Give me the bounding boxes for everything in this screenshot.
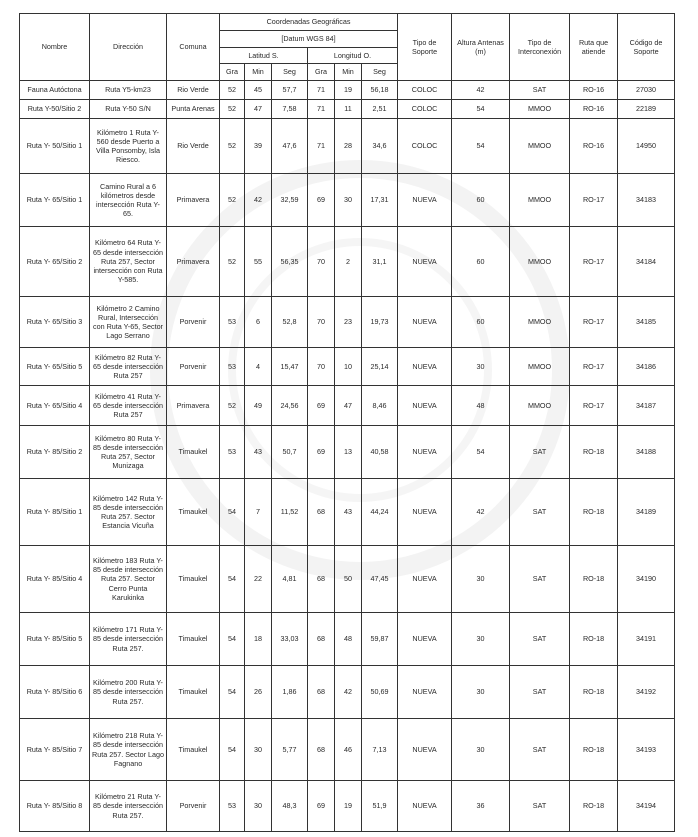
header-comuna: Comuna — [167, 14, 220, 81]
cell-nombre: Ruta Y- 50/Sitio 1 — [20, 119, 90, 174]
cell-lon-seg: 17,31 — [362, 174, 398, 227]
cell-lon-gra: 69 — [308, 781, 335, 832]
cell-lat-min: 55 — [245, 227, 272, 297]
cell-lon-gra: 71 — [308, 119, 335, 174]
cell-ruta: RO-17 — [570, 297, 618, 348]
cell-tipo-interconexion: MMOO — [510, 386, 570, 426]
cell-comuna: Primavera — [167, 227, 220, 297]
cell-direccion: Ruta Y-50 S/N — [90, 100, 167, 119]
cell-comuna: Rio Verde — [167, 81, 220, 100]
header-lon-seg: Seg — [362, 64, 398, 81]
cell-lat-seg: 32,59 — [272, 174, 308, 227]
cell-altura: 54 — [452, 100, 510, 119]
cell-comuna: Timaukel — [167, 546, 220, 613]
cell-lon-min: 47 — [335, 386, 362, 426]
cell-direccion: Kilómetro 21 Ruta Y-85 desde intersección Ruta 257. — [90, 781, 167, 832]
cell-lat-gra: 52 — [220, 100, 245, 119]
cell-lon-seg: 8,46 — [362, 386, 398, 426]
cell-codigo: 22189 — [618, 100, 675, 119]
cell-tipo-soporte: NUEVA — [398, 479, 452, 546]
cell-direccion: Kilómetro 2 Camino Rural, Intersección con Ruta Y-65, Sector Lago Serrano — [90, 297, 167, 348]
cell-lon-min: 42 — [335, 666, 362, 719]
cell-lat-gra: 53 — [220, 781, 245, 832]
cell-tipo-interconexion: MMOO — [510, 119, 570, 174]
cell-altura: 54 — [452, 119, 510, 174]
table-row — [20, 666, 675, 719]
cell-nombre: Ruta Y- 85/Sitio 7 — [20, 719, 90, 781]
cell-ruta: RO-17 — [570, 174, 618, 227]
cell-comuna: Primavera — [167, 386, 220, 426]
cell-lat-gra: 52 — [220, 119, 245, 174]
cell-lon-min: 23 — [335, 297, 362, 348]
cell-lat-min: 26 — [245, 666, 272, 719]
cell-lat-min: 42 — [245, 174, 272, 227]
cell-lon-seg: 51,9 — [362, 781, 398, 832]
cell-lon-gra: 70 — [308, 348, 335, 386]
cell-lon-min: 10 — [335, 348, 362, 386]
cell-lat-gra: 54 — [220, 666, 245, 719]
cell-ruta: RO-18 — [570, 781, 618, 832]
header-datum: [Datum WGS 84] — [220, 31, 398, 48]
cell-lon-min: 43 — [335, 479, 362, 546]
cell-codigo: 34184 — [618, 227, 675, 297]
cell-nombre: Ruta Y- 65/Sitio 2 — [20, 227, 90, 297]
cell-lon-min: 11 — [335, 100, 362, 119]
cell-lat-gra: 52 — [220, 81, 245, 100]
cell-lat-gra: 52 — [220, 386, 245, 426]
cell-tipo-soporte: NUEVA — [398, 297, 452, 348]
cell-tipo-soporte: NUEVA — [398, 666, 452, 719]
header-lon-min: Min — [335, 64, 362, 81]
cell-lon-gra: 71 — [308, 100, 335, 119]
cell-tipo-soporte: COLOC — [398, 81, 452, 100]
header-codigo: Código de Soporte — [618, 14, 675, 81]
cell-ruta: RO-18 — [570, 426, 618, 479]
cell-direccion: Kilómetro 142 Ruta Y-85 desde intersección Ruta 257. Sector Estancia Vicuña — [90, 479, 167, 546]
cell-ruta: RO-16 — [570, 100, 618, 119]
cell-lon-min: 46 — [335, 719, 362, 781]
cell-tipo-interconexion: SAT — [510, 781, 570, 832]
cell-ruta: RO-18 — [570, 719, 618, 781]
cell-tipo-soporte: COLOC — [398, 100, 452, 119]
cell-lon-gra: 69 — [308, 174, 335, 227]
sites-table — [19, 13, 675, 832]
cell-lat-seg: 11,52 — [272, 479, 308, 546]
cell-lon-min: 19 — [335, 81, 362, 100]
cell-tipo-interconexion: MMOO — [510, 100, 570, 119]
cell-comuna: Porvenir — [167, 348, 220, 386]
table-row — [20, 719, 675, 781]
table-row — [20, 781, 675, 832]
cell-tipo-soporte: NUEVA — [398, 719, 452, 781]
cell-tipo-interconexion: SAT — [510, 613, 570, 666]
cell-lat-seg: 15,47 — [272, 348, 308, 386]
cell-lon-seg: 47,45 — [362, 546, 398, 613]
header-nombre: Nombre — [20, 14, 90, 81]
cell-direccion: Kilómetro 1 Ruta Y-560 desde Puerto a Villa Ponsomby, Isla Riesco. — [90, 119, 167, 174]
cell-lat-seg: 7,58 — [272, 100, 308, 119]
cell-lon-seg: 31,1 — [362, 227, 398, 297]
cell-codigo: 34192 — [618, 666, 675, 719]
cell-comuna: Porvenir — [167, 781, 220, 832]
cell-lat-seg: 50,7 — [272, 426, 308, 479]
cell-lat-min: 49 — [245, 386, 272, 426]
cell-tipo-interconexion: SAT — [510, 426, 570, 479]
cell-lon-seg: 19,73 — [362, 297, 398, 348]
cell-lat-seg: 33,03 — [272, 613, 308, 666]
cell-lon-seg: 2,51 — [362, 100, 398, 119]
cell-lat-gra: 54 — [220, 546, 245, 613]
table-row — [20, 426, 675, 479]
cell-lat-min: 30 — [245, 719, 272, 781]
cell-nombre: Ruta Y-50/Sitio 2 — [20, 100, 90, 119]
cell-lon-min: 30 — [335, 174, 362, 227]
cell-lat-min: 6 — [245, 297, 272, 348]
table-row — [20, 613, 675, 666]
cell-tipo-interconexion: SAT — [510, 479, 570, 546]
cell-lon-gra: 68 — [308, 666, 335, 719]
cell-codigo: 27030 — [618, 81, 675, 100]
cell-altura: 60 — [452, 174, 510, 227]
cell-altura: 42 — [452, 479, 510, 546]
table-row — [20, 297, 675, 348]
cell-lon-gra: 68 — [308, 546, 335, 613]
cell-altura: 30 — [452, 719, 510, 781]
cell-lat-seg: 4,81 — [272, 546, 308, 613]
cell-lon-min: 28 — [335, 119, 362, 174]
cell-codigo: 34185 — [618, 297, 675, 348]
cell-lon-gra: 68 — [308, 719, 335, 781]
cell-lon-seg: 56,18 — [362, 81, 398, 100]
cell-direccion: Kilómetro 200 Ruta Y-85 desde intersección Ruta 257. — [90, 666, 167, 719]
cell-tipo-soporte: NUEVA — [398, 781, 452, 832]
cell-lat-gra: 54 — [220, 719, 245, 781]
cell-tipo-interconexion: SAT — [510, 666, 570, 719]
cell-lat-min: 43 — [245, 426, 272, 479]
cell-direccion: Kilómetro 80 Ruta Y-85 desde intersección Ruta 257, Sector Munizaga — [90, 426, 167, 479]
table-body — [20, 81, 675, 832]
cell-altura: 42 — [452, 81, 510, 100]
cell-altura: 60 — [452, 297, 510, 348]
header-lat-seg: Seg — [272, 64, 308, 81]
cell-tipo-interconexion: SAT — [510, 81, 570, 100]
cell-ruta: RO-18 — [570, 546, 618, 613]
cell-lat-seg: 47,6 — [272, 119, 308, 174]
table-row — [20, 479, 675, 546]
cell-lon-seg: 50,69 — [362, 666, 398, 719]
cell-comuna: Timaukel — [167, 719, 220, 781]
cell-ruta: RO-18 — [570, 479, 618, 546]
table-row — [20, 386, 675, 426]
cell-lon-min: 50 — [335, 546, 362, 613]
cell-lat-min: 18 — [245, 613, 272, 666]
cell-lat-seg: 52,8 — [272, 297, 308, 348]
cell-tipo-interconexion: SAT — [510, 719, 570, 781]
cell-lon-gra: 70 — [308, 297, 335, 348]
cell-comuna: Timaukel — [167, 613, 220, 666]
cell-nombre: Ruta Y- 85/Sitio 1 — [20, 479, 90, 546]
cell-tipo-interconexion: MMOO — [510, 174, 570, 227]
cell-lon-seg: 44,24 — [362, 479, 398, 546]
cell-nombre: Ruta Y- 85/Sitio 5 — [20, 613, 90, 666]
cell-tipo-interconexion: MMOO — [510, 297, 570, 348]
cell-nombre: Ruta Y- 85/Sitio 4 — [20, 546, 90, 613]
header-ruta: Ruta que atiende — [570, 14, 618, 81]
cell-altura: 30 — [452, 348, 510, 386]
cell-lat-gra: 53 — [220, 426, 245, 479]
cell-altura: 60 — [452, 227, 510, 297]
cell-lat-min: 4 — [245, 348, 272, 386]
cell-lat-seg: 5,77 — [272, 719, 308, 781]
table-row — [20, 546, 675, 613]
cell-lat-gra: 52 — [220, 227, 245, 297]
cell-direccion: Kilómetro 183 Ruta Y-85 desde intersección Ruta 257. Sector Cerro Punta Karukinka — [90, 546, 167, 613]
cell-lat-gra: 52 — [220, 174, 245, 227]
cell-altura: 48 — [452, 386, 510, 426]
cell-tipo-soporte: NUEVA — [398, 613, 452, 666]
cell-nombre: Fauna Autóctona — [20, 81, 90, 100]
table-row — [20, 100, 675, 119]
header-direccion: Dirección — [90, 14, 167, 81]
header-lat-gra: Gra — [220, 64, 245, 81]
cell-tipo-soporte: NUEVA — [398, 386, 452, 426]
cell-lon-seg: 59,87 — [362, 613, 398, 666]
cell-comuna: Timaukel — [167, 666, 220, 719]
cell-lon-min: 13 — [335, 426, 362, 479]
cell-tipo-interconexion: SAT — [510, 546, 570, 613]
cell-nombre: Ruta Y- 65/Sitio 3 — [20, 297, 90, 348]
cell-comuna: Porvenir — [167, 297, 220, 348]
cell-codigo: 34194 — [618, 781, 675, 832]
cell-ruta: RO-17 — [570, 348, 618, 386]
table-header — [20, 14, 675, 81]
cell-ruta: RO-17 — [570, 227, 618, 297]
cell-lon-min: 2 — [335, 227, 362, 297]
cell-lon-gra: 68 — [308, 613, 335, 666]
cell-nombre: Ruta Y- 65/Sitio 5 — [20, 348, 90, 386]
cell-lon-seg: 40,58 — [362, 426, 398, 479]
cell-lon-seg: 25,14 — [362, 348, 398, 386]
cell-lon-gra: 69 — [308, 426, 335, 479]
table-row — [20, 81, 675, 100]
cell-lat-min: 45 — [245, 81, 272, 100]
cell-lat-gra: 53 — [220, 297, 245, 348]
cell-lat-seg: 24,56 — [272, 386, 308, 426]
cell-comuna: Timaukel — [167, 426, 220, 479]
header-altura: Altura Antenas (m) — [452, 14, 510, 81]
header-tipo-interconexion: Tipo de Interconexión — [510, 14, 570, 81]
cell-codigo: 34193 — [618, 719, 675, 781]
cell-comuna: Punta Arenas — [167, 100, 220, 119]
cell-altura: 30 — [452, 546, 510, 613]
cell-altura: 36 — [452, 781, 510, 832]
header-tipo-soporte: Tipo de Soporte — [398, 14, 452, 81]
cell-codigo: 34191 — [618, 613, 675, 666]
cell-lat-seg: 1,86 — [272, 666, 308, 719]
cell-lat-gra: 53 — [220, 348, 245, 386]
cell-nombre: Ruta Y- 65/Sitio 4 — [20, 386, 90, 426]
cell-comuna: Timaukel — [167, 479, 220, 546]
cell-altura: 30 — [452, 613, 510, 666]
cell-nombre: Ruta Y- 85/Sitio 8 — [20, 781, 90, 832]
cell-lat-min: 47 — [245, 100, 272, 119]
cell-lon-seg: 34,6 — [362, 119, 398, 174]
table-row — [20, 227, 675, 297]
cell-ruta: RO-18 — [570, 666, 618, 719]
cell-direccion: Kilómetro 218 Ruta Y-85 desde intersección Ruta 257. Sector Lago Fagnano — [90, 719, 167, 781]
cell-tipo-soporte: NUEVA — [398, 546, 452, 613]
cell-ruta: RO-16 — [570, 81, 618, 100]
cell-codigo: 34189 — [618, 479, 675, 546]
header-longitud: Longitud O. — [308, 48, 398, 64]
cell-lat-min: 30 — [245, 781, 272, 832]
cell-direccion: Kilómetro 64 Ruta Y-65 desde intersección Ruta 257, Sector intersección con Ruta Y-585. — [90, 227, 167, 297]
cell-comuna: Primavera — [167, 174, 220, 227]
cell-codigo: 14950 — [618, 119, 675, 174]
cell-ruta: RO-16 — [570, 119, 618, 174]
cell-lat-min: 39 — [245, 119, 272, 174]
cell-nombre: Ruta Y- 85/Sitio 6 — [20, 666, 90, 719]
cell-lon-gra: 70 — [308, 227, 335, 297]
cell-nombre: Ruta Y- 85/Sitio 2 — [20, 426, 90, 479]
cell-lat-gra: 54 — [220, 479, 245, 546]
cell-tipo-soporte: NUEVA — [398, 174, 452, 227]
cell-direccion: Kilómetro 171 Ruta Y-85 desde intersección Ruta 257. — [90, 613, 167, 666]
cell-tipo-soporte: NUEVA — [398, 426, 452, 479]
header-lat-min: Min — [245, 64, 272, 81]
cell-codigo: 34186 — [618, 348, 675, 386]
table-row — [20, 174, 675, 227]
cell-lat-seg: 57,7 — [272, 81, 308, 100]
cell-tipo-soporte: NUEVA — [398, 227, 452, 297]
cell-comuna: Rio Verde — [167, 119, 220, 174]
cell-direccion: Camino Rural a 6 kilómetros desde intersección Ruta Y-65. — [90, 174, 167, 227]
cell-lon-min: 48 — [335, 613, 362, 666]
header-latitud: Latitud S. — [220, 48, 308, 64]
cell-ruta: RO-18 — [570, 613, 618, 666]
cell-lat-seg: 48,3 — [272, 781, 308, 832]
cell-altura: 54 — [452, 426, 510, 479]
cell-tipo-interconexion: MMOO — [510, 227, 570, 297]
cell-codigo: 34190 — [618, 546, 675, 613]
cell-codigo: 34187 — [618, 386, 675, 426]
cell-lat-gra: 54 — [220, 613, 245, 666]
cell-tipo-interconexion: MMOO — [510, 348, 570, 386]
cell-tipo-soporte: NUEVA — [398, 348, 452, 386]
header-lon-gra: Gra — [308, 64, 335, 81]
cell-lon-gra: 71 — [308, 81, 335, 100]
cell-lon-gra: 69 — [308, 386, 335, 426]
cell-direccion: Kilómetro 41 Ruta Y-65 desde intersección Ruta 257 — [90, 386, 167, 426]
cell-ruta: RO-17 — [570, 386, 618, 426]
table-row — [20, 119, 675, 174]
cell-codigo: 34188 — [618, 426, 675, 479]
cell-lon-seg: 7,13 — [362, 719, 398, 781]
cell-direccion: Ruta Y5-km23 — [90, 81, 167, 100]
cell-altura: 30 — [452, 666, 510, 719]
cell-lon-min: 19 — [335, 781, 362, 832]
cell-nombre: Ruta Y- 65/Sitio 1 — [20, 174, 90, 227]
cell-lon-gra: 68 — [308, 479, 335, 546]
cell-codigo: 34183 — [618, 174, 675, 227]
header-coordenadas: Coordenadas Geográficas — [220, 14, 398, 31]
table-row — [20, 348, 675, 386]
cell-direccion: Kilómetro 82 Ruta Y-65 desde intersección Ruta 257 — [90, 348, 167, 386]
cell-tipo-soporte: COLOC — [398, 119, 452, 174]
cell-lat-min: 22 — [245, 546, 272, 613]
cell-lat-seg: 56,35 — [272, 227, 308, 297]
cell-lat-min: 7 — [245, 479, 272, 546]
